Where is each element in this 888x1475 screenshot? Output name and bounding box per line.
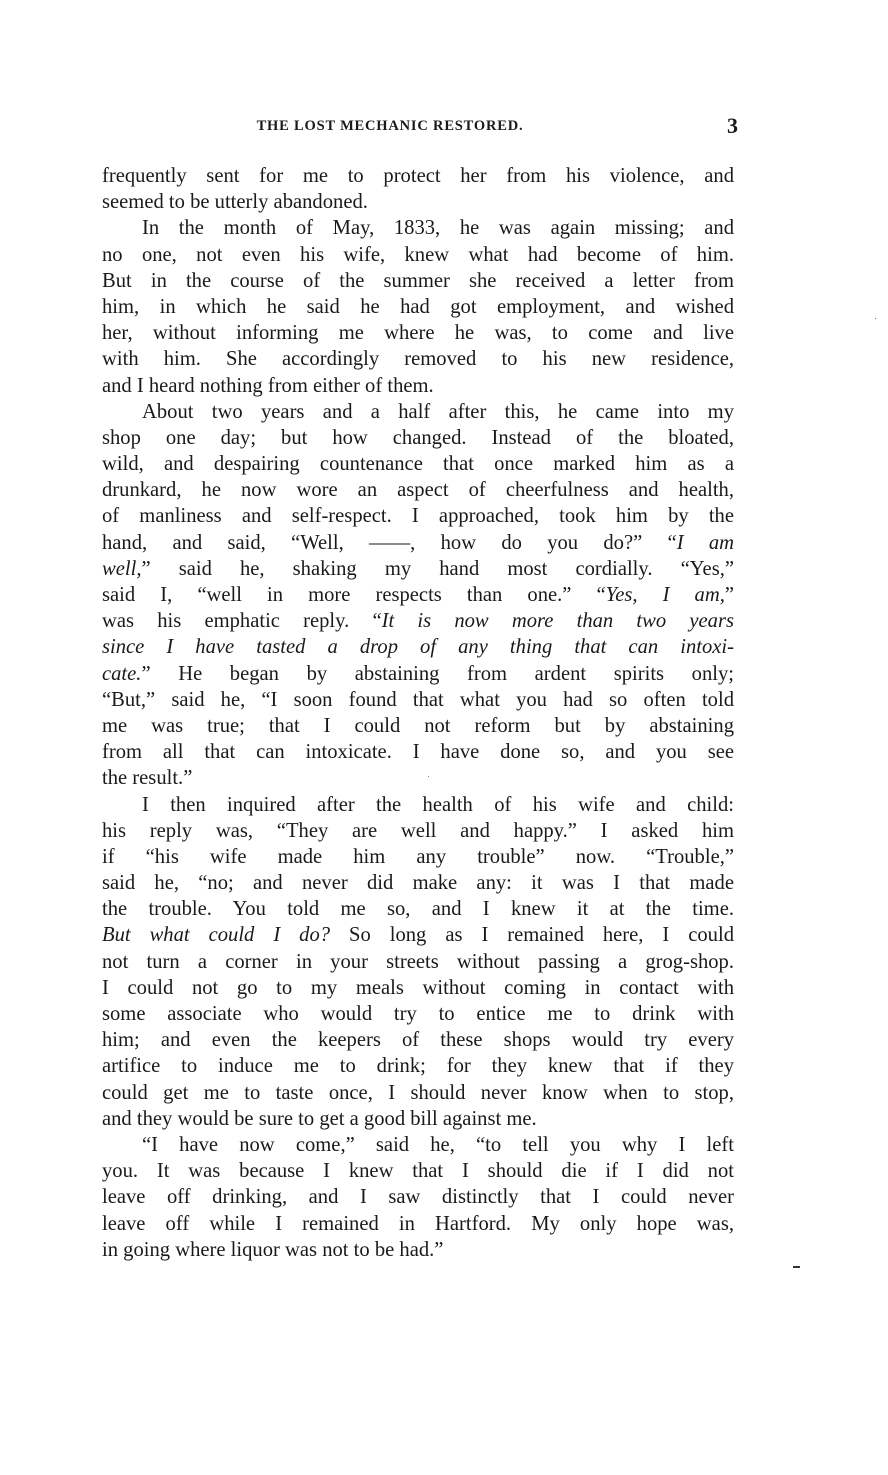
text-line [102, 922, 734, 948]
text-segment: ” said he, shaking my hand most cordially. “Yes,” [141, 557, 734, 580]
text-line: I could not go to my meals without coming in contact with [102, 976, 734, 999]
text-line: frequently sent for me to protect her from his violence, and [102, 165, 734, 187]
text-line: his reply was, “They are well and happy.” I asked him [102, 819, 734, 842]
text-segment: said I, “well in more respects than one.” “ [102, 584, 606, 606]
text-segment: ” He began by abstaining from ardent spirits only; [141, 662, 734, 685]
text-line: him; and even the keepers of these shops would try every [102, 1029, 734, 1052]
text-line: with him. She accordingly removed to his new residence, [102, 348, 734, 371]
text-line: me was true; that I could not reform but by abstaining [102, 714, 734, 737]
text-line: and they would be sure to get a good bill against me. [102, 1107, 537, 1130]
text-line: no one, not even his wife, knew what had become of him. [102, 243, 734, 266]
text-segment: ” [724, 584, 734, 606]
body-text [102, 163, 734, 1263]
text-line: leave off while I remained in Hartford. My only hope was, [102, 1212, 734, 1235]
text-line: in going where liquor was not to be had.” [102, 1238, 444, 1261]
text-line: leave off drinking, and I saw distinctly that I could never [102, 1186, 734, 1209]
text-line [102, 661, 734, 687]
text-line: artifice to induce me to drink; for they knew that if they [102, 1055, 734, 1078]
text-line: her, without informing me where he was, to come and live [102, 322, 734, 345]
text-line: In the month of May, 1833, he was again missing; and [142, 217, 734, 240]
text-line: the trouble. You told me so, and I knew it at the time. [102, 898, 734, 921]
italic-segment: Yes, I am, [605, 584, 725, 606]
text-line: not turn a corner in your streets without passing a grog-shop. [102, 950, 734, 973]
text-segment: was his emphatic reply. “ [102, 610, 382, 633]
text-line: seemed to be utterly abandoned. [102, 191, 368, 214]
italic-segment: I am [676, 531, 734, 554]
text-line: him, in which he said he had got employment, and wished [102, 295, 734, 318]
text-line: said he, “no; and never did make any: it was I that made [102, 872, 734, 895]
text-line: and I heard nothing from either of them. [102, 374, 434, 397]
ink-speck [793, 1266, 800, 1268]
italic-segment: well, [102, 557, 142, 580]
text-line [102, 530, 734, 556]
text-line: from all that can intoxicate. I have done so, and you see [102, 741, 734, 764]
text-line: I then inquired after the health of his wife and child: [142, 793, 734, 816]
text-line: drunkard, he now wore an aspect of cheerfulness and health, [102, 479, 734, 502]
text-line: wild, and despairing countenance that once marked him as a [102, 453, 734, 476]
running-title: THE LOST MECHANIC RESTORED. [256, 118, 524, 134]
text-line: if “his wife made him any trouble” now. “Trouble,” [102, 845, 734, 868]
text-segment: So long as I remained here, I could [330, 924, 735, 947]
text-line: since I have tasted a drop of any thing that can intoxi- [102, 636, 734, 659]
text-line: of manliness and self-respect. I approached, took him by the [102, 505, 734, 528]
text-line: the result.” [102, 767, 193, 790]
text-line: some associate who would try to entice me to drink with [102, 1003, 734, 1025]
italic-segment: But what could I do? [102, 924, 331, 947]
italic-segment: It is now more than two years [381, 610, 734, 633]
ink-speck [428, 776, 429, 777]
text-line: “But,” said he, “I soon found that what you had so often told [102, 688, 734, 711]
ink-speck [875, 318, 876, 319]
text-line: About two years and a half after this, he came into my [142, 400, 734, 423]
page-number: 3 [727, 113, 738, 138]
text-line: could get me to taste once, I should never know when to stop, [102, 1081, 734, 1104]
text-line: you. It was because I knew that I should die if I did not [102, 1160, 734, 1183]
italic-segment: cate. [102, 662, 142, 685]
text-line [102, 582, 734, 608]
text-line: But in the course of the summer she received a letter from [102, 269, 734, 292]
text-line [102, 556, 734, 582]
text-line: “I have now come,” said he, “to tell you why I left [142, 1133, 734, 1156]
text-line: shop one day; but how changed. Instead of the bloated, [102, 426, 734, 449]
page-header [102, 113, 738, 142]
text-line [102, 608, 734, 634]
text-segment: hand, and said, “Well, ——, how do you do?” “ [102, 531, 677, 554]
